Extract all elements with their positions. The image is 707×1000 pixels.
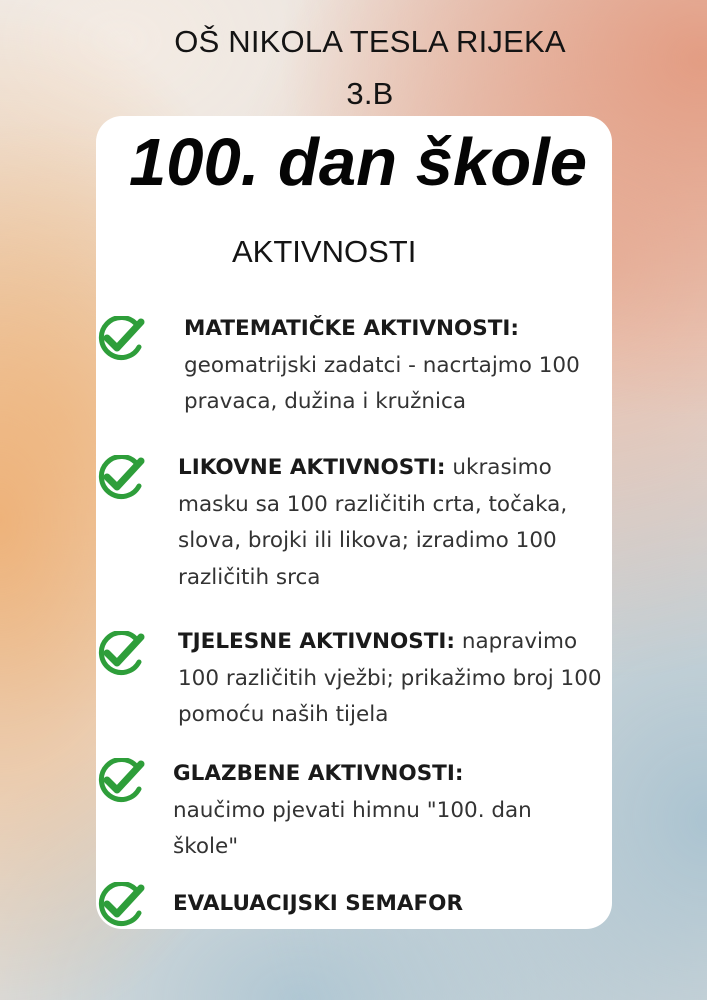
poster-title: 100. dan škole [128,125,588,200]
activity-description: napravimo 100 različitih vježbi; prikažimo broj 100 pomoću naših tijela [178,629,602,727]
activity-item-pe [178,624,614,734]
activity-title: MATEMATIČKE AKTIVNOSTI: [184,316,519,341]
activity-title: LIKOVNE AKTIVNOSTI: [178,455,446,480]
check-circle-icon [93,455,147,501]
activity-title: GLAZBENE AKTIVNOSTI: [173,761,464,786]
activity-item-music [173,756,583,866]
check-circle-icon [93,316,147,362]
activity-title: TJELESNE AKTIVNOSTI: [178,629,456,654]
check-circle-icon [93,631,147,677]
class-name: 3.B [346,76,394,111]
school-name: OŠ NIKOLA TESLA RIJEKA [174,24,566,59]
check-circle-icon [93,758,147,804]
activity-description: naučimo pjevati himnu "100. dan škole" [173,797,532,859]
activity-description: geomatrijski zadatci - nacrtajmo 100 pravaca, dužina i kružnica [184,352,580,414]
activity-item-evaluation [173,886,593,923]
activity-item-math [184,311,624,421]
section-heading: AKTIVNOSTI [232,234,417,269]
activity-description: ukrasimo masku sa 100 različitih crta, točaka, slova, brojki ili likova; izradimo 100 različitih srca [178,455,568,590]
activity-item-art [178,450,608,596]
check-circle-icon [93,882,147,928]
activity-title: EVALUACIJSKI SEMAFOR [173,891,464,916]
